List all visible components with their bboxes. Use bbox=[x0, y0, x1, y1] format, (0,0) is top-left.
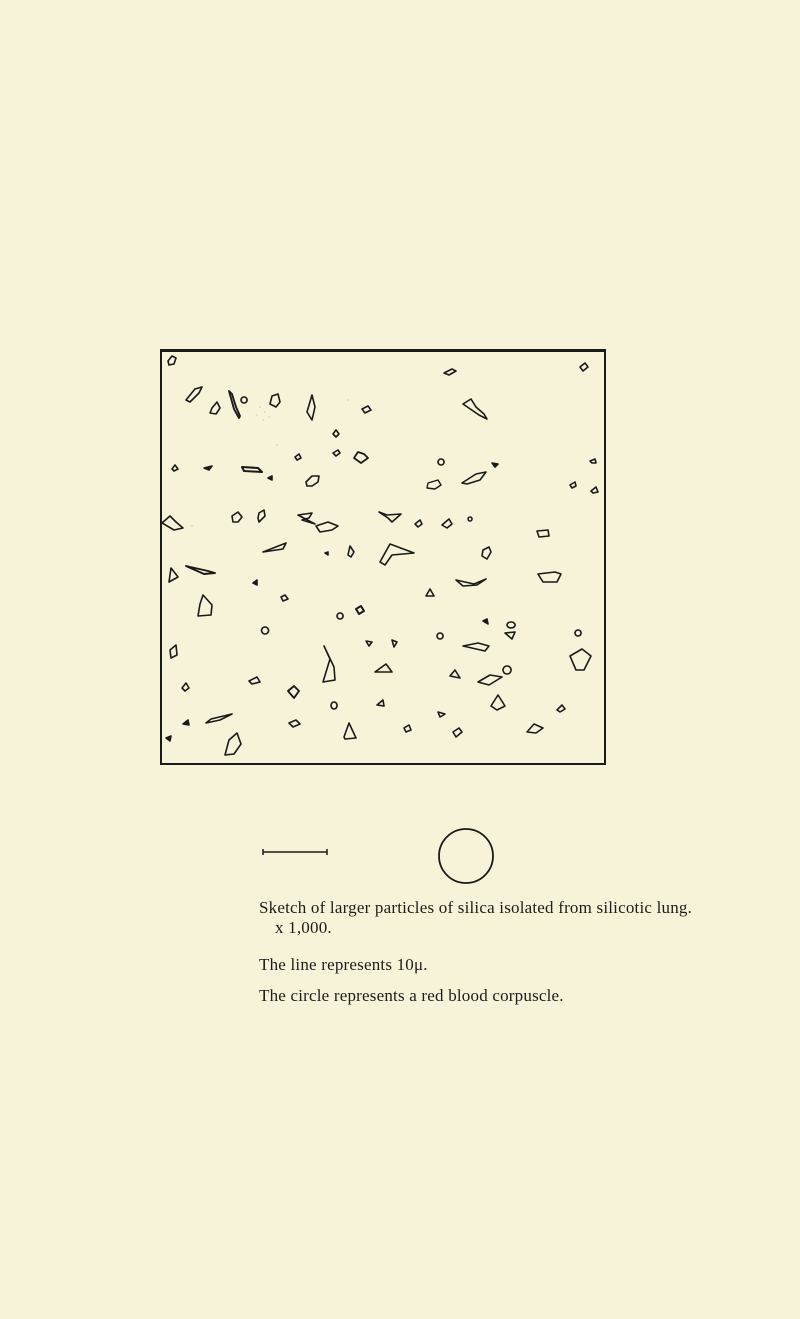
particle bbox=[337, 613, 343, 619]
particle bbox=[225, 733, 241, 755]
particle bbox=[298, 513, 315, 524]
particle bbox=[354, 452, 368, 463]
particle-sketch-figure bbox=[160, 349, 606, 765]
particle bbox=[557, 705, 565, 712]
particle bbox=[590, 459, 596, 463]
particle bbox=[186, 566, 215, 574]
silica-particles bbox=[162, 356, 598, 755]
particle bbox=[453, 728, 462, 737]
particle bbox=[505, 632, 515, 639]
particle bbox=[450, 670, 460, 678]
scale-bar-note: The line represents 10μ. bbox=[259, 955, 428, 974]
particle bbox=[527, 724, 543, 733]
particle bbox=[503, 666, 511, 674]
particle bbox=[375, 664, 392, 672]
particle bbox=[316, 522, 338, 532]
particle bbox=[348, 546, 354, 557]
particle bbox=[210, 402, 220, 414]
particle bbox=[281, 595, 288, 601]
particle bbox=[249, 677, 260, 684]
magnification-label: x 1,000. bbox=[275, 918, 332, 937]
particle bbox=[438, 712, 445, 717]
particle bbox=[229, 391, 240, 418]
particle bbox=[580, 363, 588, 371]
particle bbox=[162, 516, 183, 530]
particle bbox=[380, 544, 414, 565]
particle bbox=[295, 454, 301, 460]
particle bbox=[262, 627, 269, 634]
particle bbox=[377, 700, 384, 706]
particle bbox=[333, 450, 340, 456]
particle bbox=[362, 406, 371, 413]
particle bbox=[463, 643, 489, 651]
particle bbox=[183, 720, 189, 725]
particle bbox=[438, 459, 444, 465]
particle bbox=[427, 480, 441, 489]
particle bbox=[289, 720, 300, 727]
particle bbox=[186, 387, 202, 402]
faint-speckles bbox=[191, 399, 348, 526]
particle bbox=[591, 487, 598, 493]
particle bbox=[537, 530, 549, 537]
particle bbox=[307, 395, 315, 420]
particle bbox=[356, 606, 364, 614]
particle bbox=[198, 595, 212, 616]
particle bbox=[575, 630, 581, 636]
particle bbox=[538, 572, 561, 582]
particle bbox=[404, 725, 411, 732]
particle bbox=[242, 467, 262, 472]
figure-caption: Sketch of larger particles of silica isolated from silicotic lung. bbox=[259, 898, 693, 917]
scale-bar bbox=[262, 842, 328, 860]
particle bbox=[169, 568, 178, 582]
particle bbox=[168, 356, 176, 365]
particle bbox=[241, 397, 247, 403]
particle bbox=[306, 476, 319, 486]
particle bbox=[437, 633, 443, 639]
particle bbox=[482, 547, 491, 559]
particle bbox=[570, 649, 591, 670]
particle bbox=[468, 517, 472, 521]
particle bbox=[570, 482, 576, 488]
particle bbox=[333, 430, 339, 437]
particle bbox=[270, 394, 280, 407]
particle bbox=[182, 683, 189, 691]
particle bbox=[323, 646, 335, 682]
particle bbox=[463, 399, 487, 419]
particle-sketch bbox=[162, 352, 604, 763]
particle bbox=[442, 519, 452, 528]
particle bbox=[415, 520, 422, 527]
particle bbox=[258, 510, 265, 522]
circle-note: The circle represents a red blood corpuscle. bbox=[259, 986, 564, 1005]
particle bbox=[444, 369, 456, 375]
circle-outline-icon bbox=[436, 826, 496, 886]
particle bbox=[344, 723, 356, 739]
red-blood-corpuscle-circle bbox=[436, 826, 496, 891]
particle bbox=[379, 512, 401, 522]
particle bbox=[206, 714, 232, 723]
particle bbox=[507, 622, 515, 628]
particle bbox=[288, 686, 299, 698]
particle bbox=[392, 640, 397, 647]
particle bbox=[462, 472, 486, 484]
particle bbox=[491, 695, 505, 710]
particle bbox=[263, 543, 286, 552]
particle bbox=[166, 736, 171, 741]
particle bbox=[172, 465, 178, 471]
particle bbox=[492, 463, 498, 467]
particle bbox=[204, 466, 212, 470]
line-scale-bar-icon bbox=[262, 849, 328, 855]
particle bbox=[331, 702, 337, 709]
particle bbox=[232, 512, 242, 522]
particle bbox=[456, 579, 486, 586]
particle bbox=[253, 580, 257, 585]
particle bbox=[483, 619, 488, 624]
particle bbox=[478, 675, 502, 685]
particle bbox=[170, 645, 177, 658]
particle bbox=[325, 552, 328, 555]
particle bbox=[426, 589, 434, 596]
particle bbox=[268, 476, 272, 480]
particle bbox=[366, 641, 372, 646]
